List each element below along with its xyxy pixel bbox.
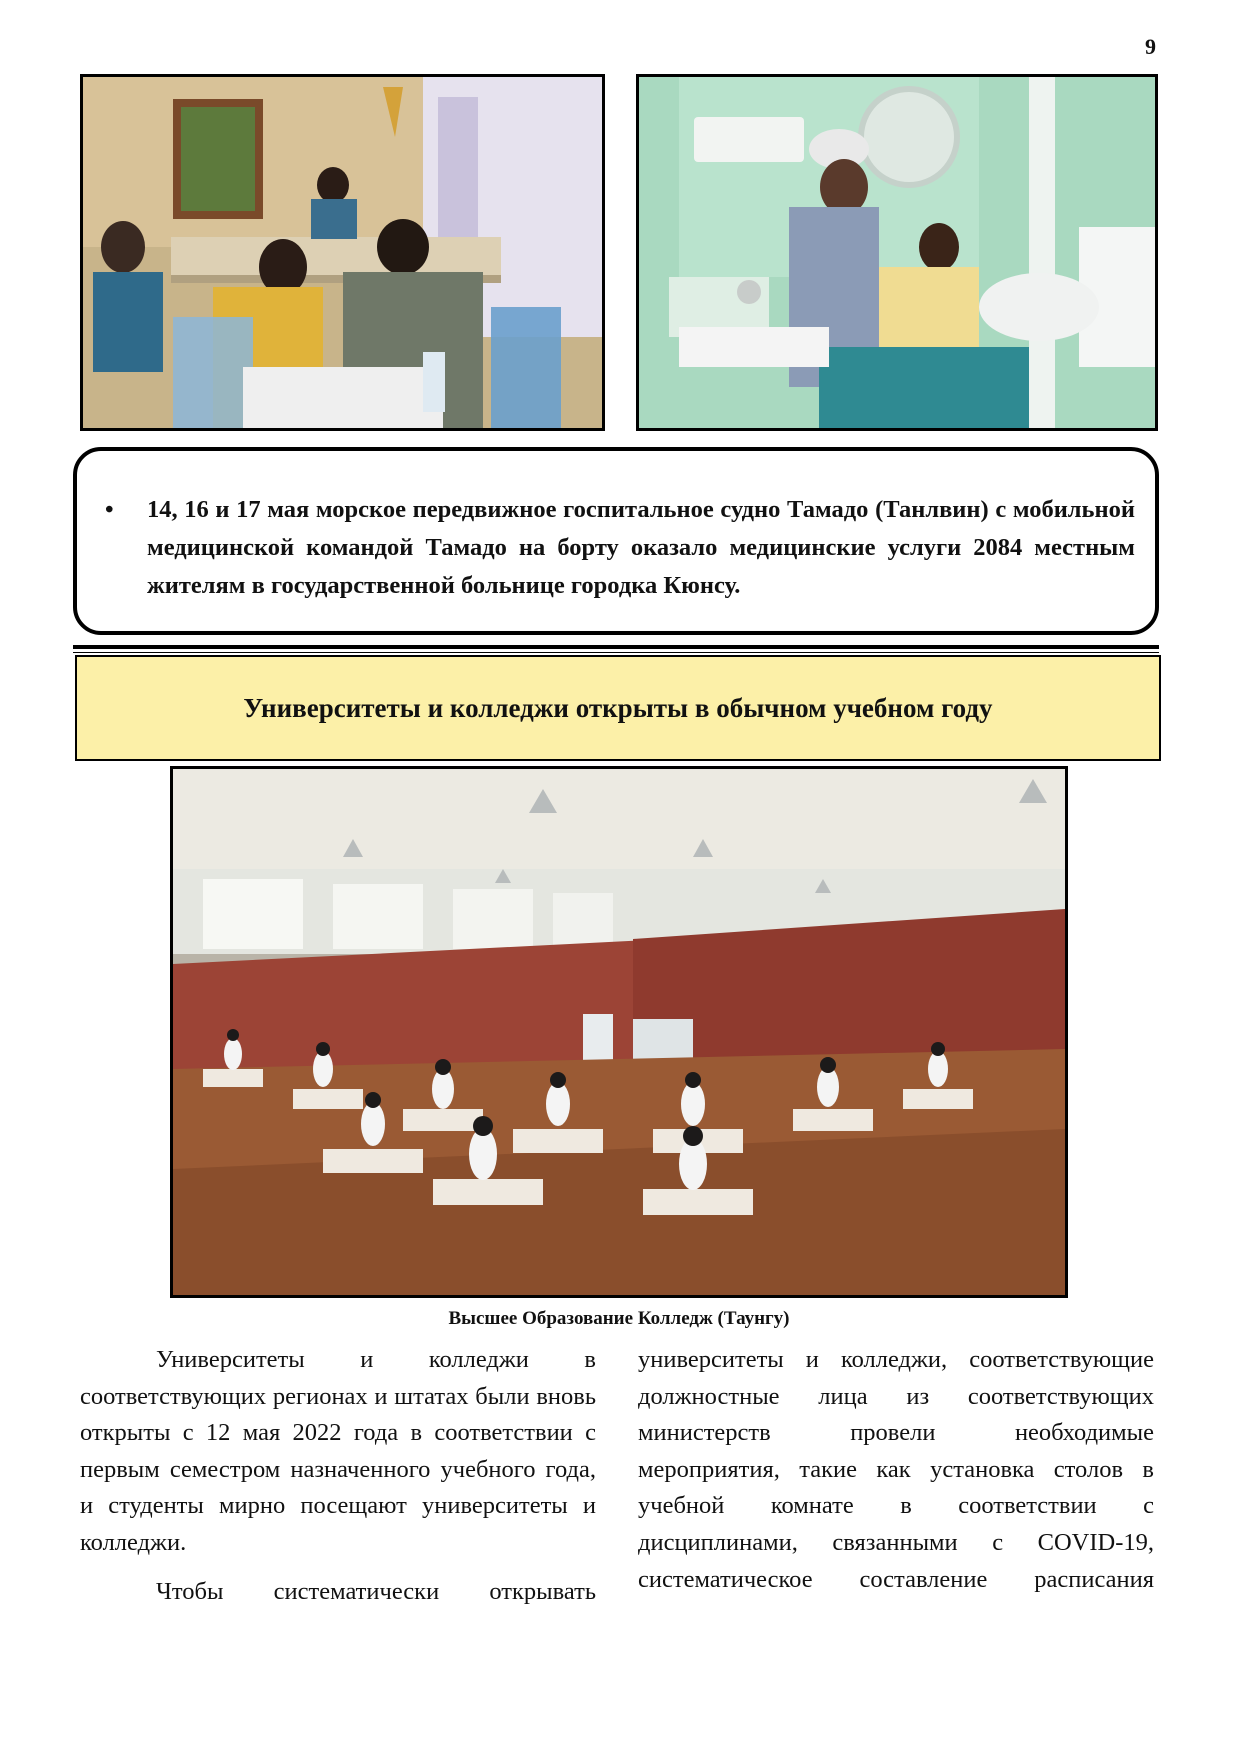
article-paragraph: университеты и колледжи, соответствующие должностные лица из соответствующих министерств провели необходимые мероприятия, такие как установка столов в учебной комнате в соответствии с дисциплинами, связанными с COVID-19, систематическое составление расписания: [638, 1346, 1154, 1593]
section-headline: Университеты и колледжи открыты в обычном учебном году: [243, 692, 993, 723]
article-column-left: [80, 1342, 596, 1610]
divider: [73, 645, 1159, 649]
section-headline-box: [75, 655, 1161, 761]
exam-hall-photo: [170, 766, 1068, 1298]
article-paragraph: Чтобы систематически открывать: [156, 1577, 596, 1605]
page-number: 9: [1145, 34, 1156, 59]
photo-caption: Высшее Образование Колледж (Таунгу): [448, 1308, 790, 1329]
medical-team-photo: [80, 74, 605, 431]
news-box: [73, 447, 1159, 635]
divider-thin: [73, 652, 1159, 653]
news-item: • 14, 16 и 17 мая морское передвижное госпитальное судно Тамадо (Танлвин) с мобильной медицинской командой Тамадо на борту оказало медицинские услуги 2084 местным жителям в государственной больнице городка Кюнсу.: [103, 491, 1135, 605]
article-column-right: [638, 1342, 1154, 1598]
article-paragraph: Университеты и колледжи в соответствующих регионах и штатах были вновь открыты с 12 мая 2022 года в соответствии с первым семестром назначенного учебного года, и студенты мирно посещают университеты и колледжи.: [80, 1346, 596, 1556]
dental-treatment-photo: [636, 74, 1158, 431]
news-list: [93, 491, 1135, 605]
